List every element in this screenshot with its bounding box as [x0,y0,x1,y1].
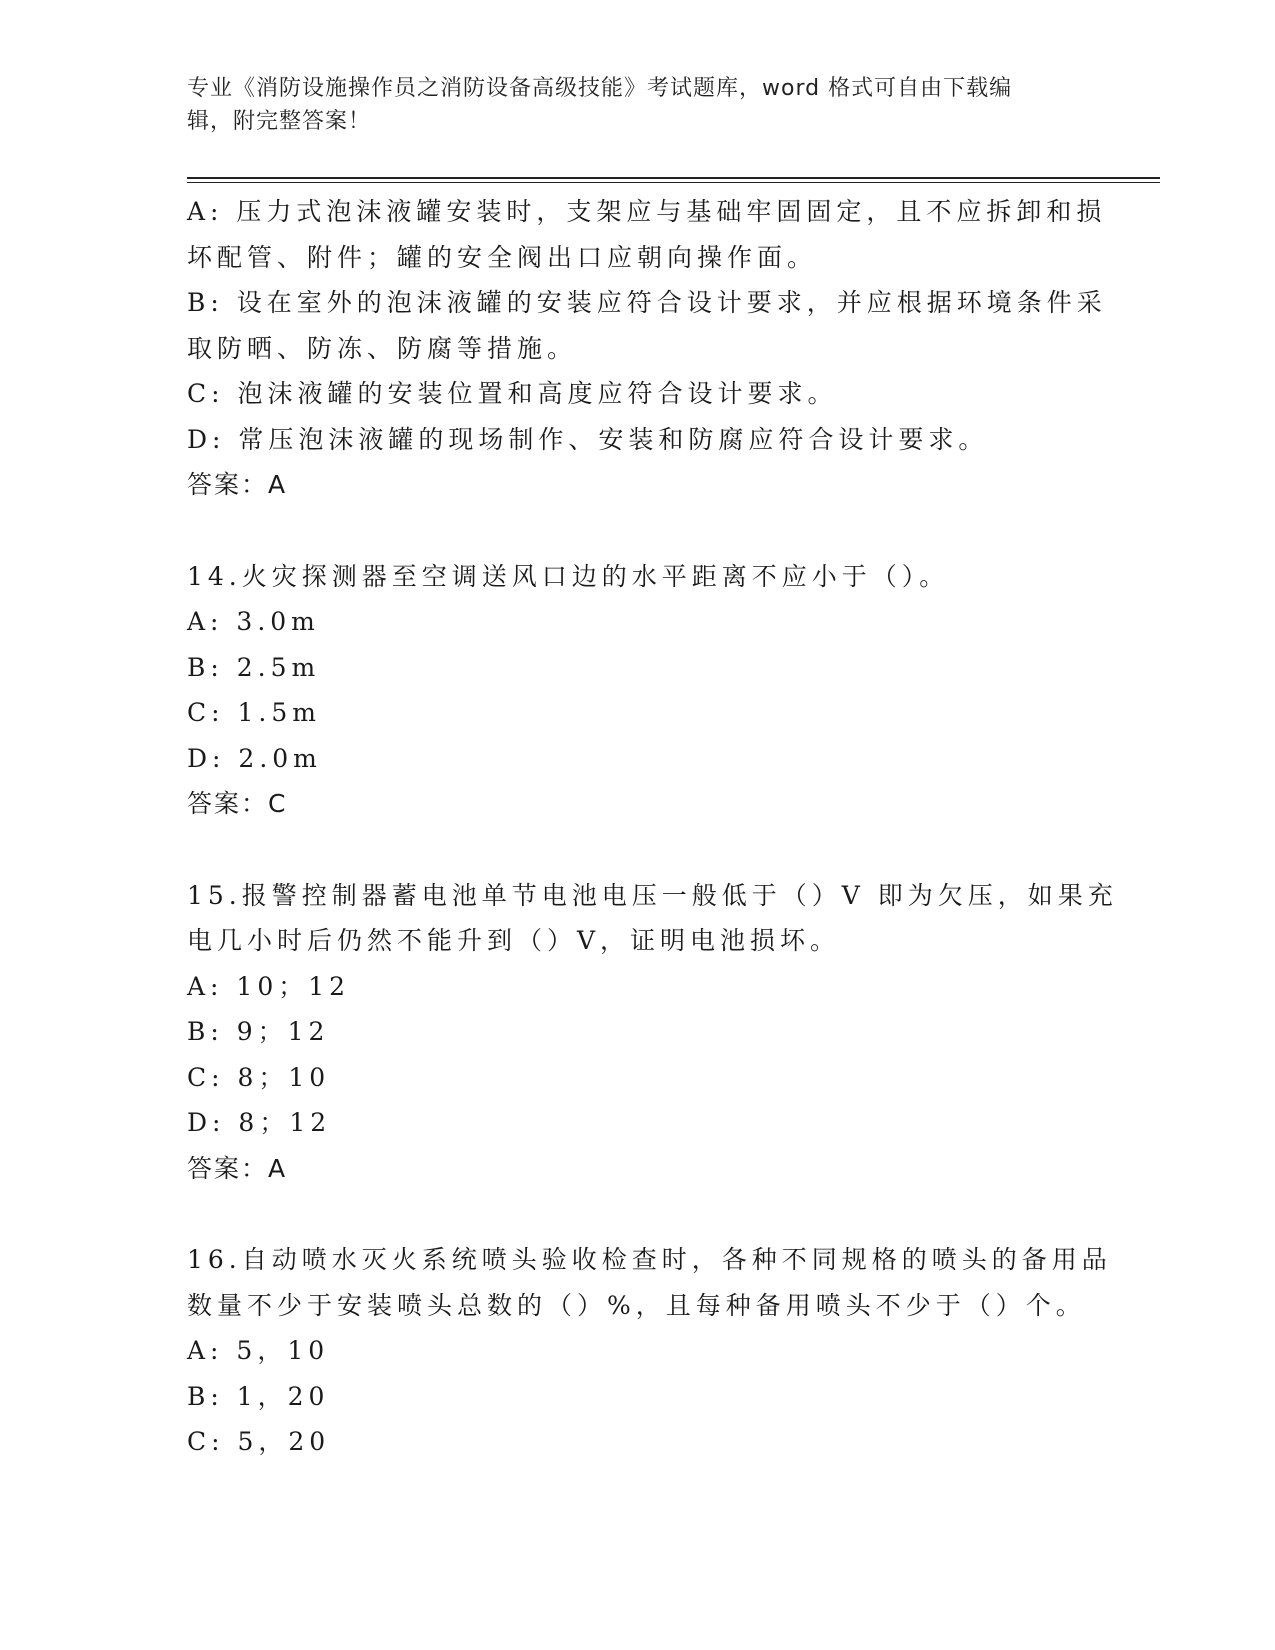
q13-answer: 答案：A [187,470,288,499]
question-14-block [187,554,1087,827]
q14-answer: 答案：C [187,789,288,818]
q15-option-c: C: 8；10 [187,1062,331,1092]
q15-question-line-1: 15.报警控制器蓄电池单节电池电压一般低于（）V 即为欠压，如果充 [187,880,1118,910]
q15-option-b: B: 9；12 [187,1017,330,1046]
q14-option-b: B: 2.5m [187,652,321,682]
header-line-2: 辑，附完整答案！ [187,109,372,134]
q14-option-c: C: 1.5m [187,698,321,727]
q16-option-c: C: 5，20 [187,1427,331,1456]
q15-question-line-2: 电几小时后仍然不能升到（）V，证明电池损坏。 [187,926,841,955]
document-header [187,72,1067,138]
q15-option-d: D: 8；12 [187,1108,332,1137]
q14-option-a: A: 3.0m [187,607,320,636]
spacer [187,827,1087,873]
header-line-1: 专业《消防设施操作员之消防设备高级技能》考试题库，word 格式可自由下载编 [187,76,1013,101]
q16-option-a: A: 5，10 [187,1336,330,1365]
q16-question-line-2: 数量不少于安装喷头总数的（）%，且每种备用喷头不少于（）个。 [187,1290,1086,1320]
question-13-block [187,189,1107,508]
question-content [187,189,1118,1465]
header-divider-thin [187,182,1160,183]
q14-question: 14.火灾探测器至空调送风口边的水平距离不应小于（）。 [187,561,950,591]
q16-question-line-1: 16.自动喷水灭火系统喷头验收检查时，各种不同规格的喷头的备用品 [187,1245,1112,1274]
q13-option-d: D: 常压泡沫液罐的现场制作、安装和防腐应符合设计要求。 [187,424,989,454]
q13-option-b-line-2: 取防晒、防冻、防腐等措施。 [187,333,578,363]
q13-option-a-line-1: A: 压力式泡沫液罐安装时，支架应与基础牢固固定，且不应拆卸和损 [187,197,1107,226]
q15-answer: 答案：A [187,1153,288,1183]
q13-option-b-line-1: B: 设在室外的泡沫液罐的安装应符合设计要求，并应根据环境条件采 [187,288,1107,317]
q14-option-d: D: 2.0m [187,743,322,773]
q13-option-c: C: 泡沫液罐的安装位置和高度应符合设计要求。 [187,379,838,408]
header-divider-thick [187,177,1160,179]
q15-option-a: A: 10；12 [187,971,351,1001]
spacer [187,508,1087,554]
q13-option-a-line-2: 坏配管、附件；罐的安全阀出口应朝向操作面。 [187,242,818,272]
question-15-block [187,873,1118,1192]
question-16-block [187,1237,1112,1465]
q16-option-b: B: 1，20 [187,1381,330,1411]
spacer [187,1191,1087,1237]
